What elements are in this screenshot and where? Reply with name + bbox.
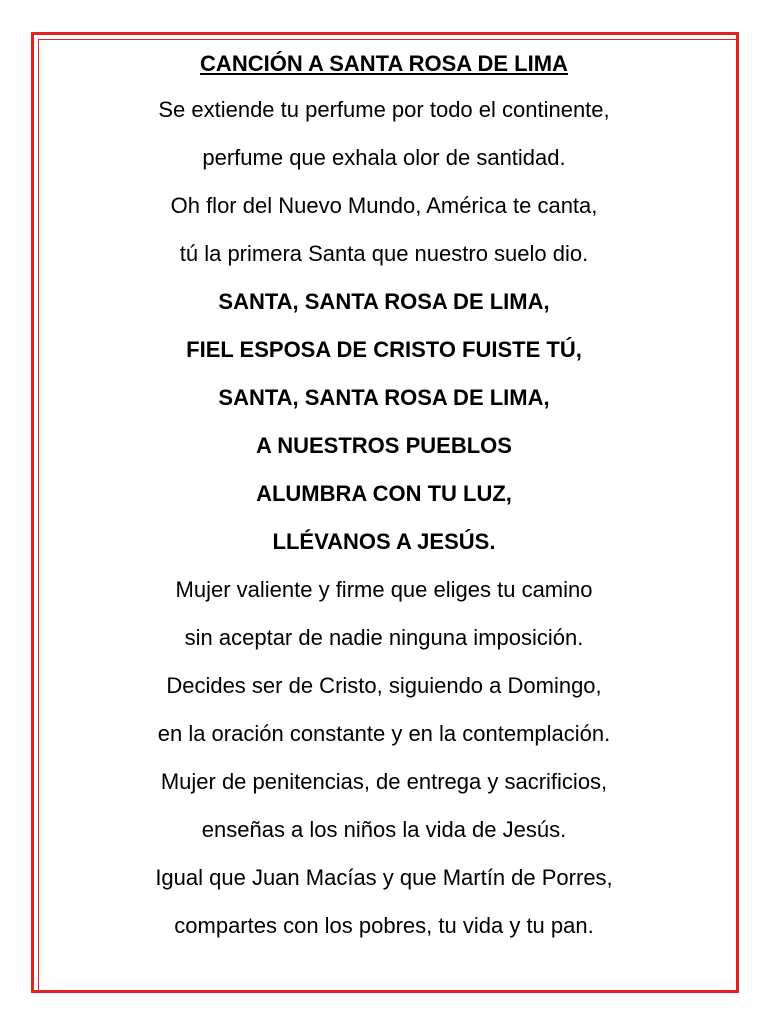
chorus (35, 278, 733, 566)
song-title: CANCIÓN A SANTA ROSA DE LIMA (200, 51, 568, 76)
chorus-line: FIEL ESPOSA DE CRISTO FUISTE TÚ, (186, 337, 582, 362)
verse-line: perfume que exhala olor de santidad. (202, 145, 566, 170)
chorus-line: SANTA, SANTA ROSA DE LIMA, (218, 385, 550, 410)
verse-2 (35, 566, 733, 950)
chorus-line: SANTA, SANTA ROSA DE LIMA, (218, 289, 550, 314)
verse-line: Decides ser de Cristo, siguiendo a Domingo, (166, 673, 602, 698)
verse-line: Mujer de penitencias, de entrega y sacrificios, (160, 769, 608, 794)
chorus-line: LLÉVANOS A JESÚS. (272, 529, 496, 554)
verse-line: tú la primera Santa que nuestro suelo dio. (179, 241, 589, 266)
verse-line: enseñas a los niños la vida de Jesús. (201, 817, 567, 842)
verse-line: Igual que Juan Macías y que Martín de Porres, (155, 865, 613, 890)
verse-line: sin aceptar de nadie ninguna imposición. (184, 625, 584, 650)
verse-line: compartes con los pobres, tu vida y tu pan. (174, 913, 594, 938)
song-text (35, 42, 733, 950)
verse-line: Oh flor del Nuevo Mundo, América te canta, (170, 193, 598, 218)
verse-line: Mujer valiente y firme que eliges tu camino (175, 577, 593, 602)
verse-line: Se extiende tu perfume por todo el continente, (158, 97, 610, 122)
chorus-line: A NUESTROS PUEBLOS (256, 433, 512, 458)
chorus-line: ALUMBRA CON TU LUZ, (256, 481, 512, 506)
verse-1 (35, 86, 733, 278)
verse-line: en la oración constante y en la contemplación. (157, 721, 611, 746)
